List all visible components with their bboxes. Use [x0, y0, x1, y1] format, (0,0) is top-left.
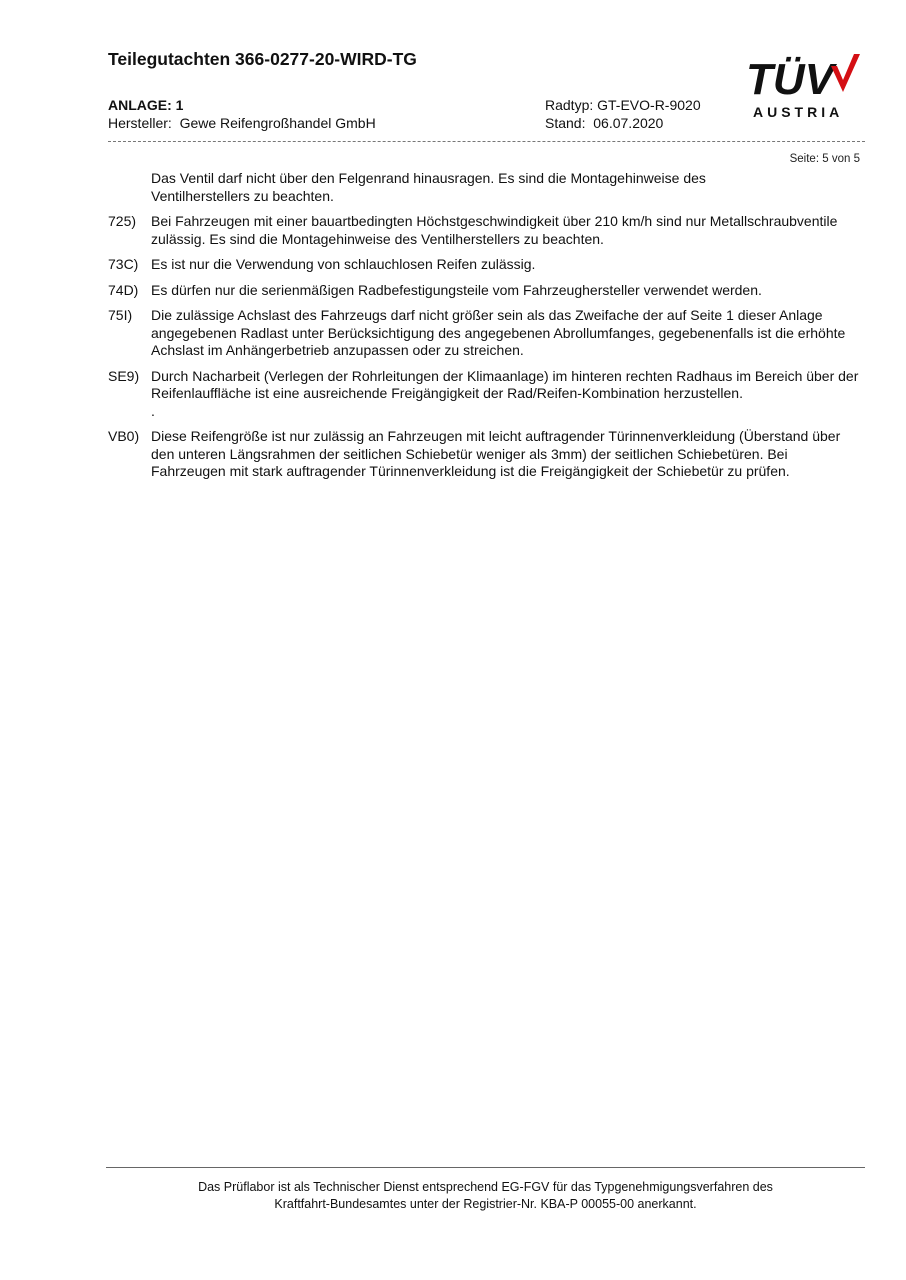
note-item	[108, 428, 863, 481]
note-text: Es dürfen nur die serienmäßigen Radbefestigungsteile vom Fahrzeughersteller verwendet werden.	[151, 281, 762, 298]
radtyp-value: GT-EVO-R-9020	[597, 97, 701, 113]
note-text-block	[151, 368, 863, 421]
footer-line-1: Das Prüflabor ist als Technischer Dienst entsprechend EG-FGV für das Typgenehmigungsverfahren des	[198, 1180, 773, 1194]
austria-label: AUSTRIA	[753, 104, 844, 120]
note-code: 75I)	[108, 307, 133, 323]
note-text: Es ist nur die Verwendung von schlauchlosen Reifen zulässig.	[151, 256, 536, 272]
hersteller-label: Hersteller:	[108, 115, 172, 131]
hersteller-line	[108, 115, 376, 131]
note-trailing-dot: .	[151, 402, 155, 419]
document-title: Teilegutachten 366-0277-20-WIRD-TG	[108, 49, 417, 69]
note-code: 73C)	[108, 256, 139, 272]
hersteller-value: Gewe Reifengroßhandel GmbH	[179, 115, 376, 131]
page-seite-label: Seite:	[789, 153, 820, 165]
tuv-logo-mark	[746, 54, 860, 104]
note-code: SE9)	[108, 367, 140, 384]
footer-line-2: Kraftfahrt-Bundesamtes unter der Registrier-Nr. KBA-P 00055-00 anerkannt.	[274, 1197, 697, 1211]
note-text: Durch Nacharbeit (Verlegen der Rohrleitungen der Klimaanlage) im hinteren rechten Radhaus im Bereich über der Reifenlauffläche ist eine ausreichende Freigängigkeit der Rad/Reifen-Kombination herzustellen.	[151, 367, 859, 401]
page-current: 5	[822, 153, 829, 165]
anlage-line	[108, 97, 183, 113]
note-item	[108, 256, 863, 274]
tuv-wordmark: TÜV	[746, 55, 834, 104]
note-text: Bei Fahrzeugen mit einer bauartbedingten Höchstgeschwindigkeit über 210 km/h sind nur Metallschraubventile zulässig. Es sind die Montagehinweise des Ventilherstellers zu beachten.	[151, 213, 838, 247]
header-separator	[108, 141, 865, 142]
notes-content	[108, 170, 863, 481]
note-item	[108, 368, 863, 421]
note-item	[108, 213, 863, 248]
checkmark-icon	[831, 54, 860, 92]
radtyp-line	[545, 97, 701, 113]
anlage-label: ANLAGE:	[108, 97, 172, 113]
page-von-label: von	[831, 153, 851, 165]
footer	[106, 1179, 865, 1213]
stand-line	[545, 115, 663, 131]
stand-value: 06.07.2020	[593, 115, 664, 131]
note-code: 74D)	[108, 281, 139, 298]
stand-label: Stand:	[545, 115, 586, 131]
anlage-value: 1	[175, 97, 184, 113]
note-item	[108, 282, 863, 300]
note-text: Die zulässige Achslast des Fahrzeugs darf nicht größer sein als das Zweifache der auf Seite 1 dieser Anlage angegebenen Radlast unter Berücksichtigung des angegebenen Abrollumfanges, gegebenenfalls ist die erhöhte Achslast im Anhängerbetrieb anzupassen oder zu streichen.	[151, 307, 846, 358]
intro-paragraph: Das Ventil darf nicht über den Felgenrand hinausragen. Es sind die Montagehinweise des Ventilherstellers zu beachten.	[151, 170, 706, 204]
note-code: 725)	[108, 213, 137, 229]
footer-separator	[106, 1167, 865, 1168]
page-total: 5	[853, 153, 860, 165]
note-item	[108, 307, 863, 360]
note-code: VB0)	[108, 428, 140, 444]
note-text: Diese Reifengröße ist nur zulässig an Fahrzeugen mit leicht auftragender Türinnenverkleidung (Überstand über den unteren Längsrahmen der seitlichen Schiebetür weniger als 3mm) der seitlichen Schiebetüren. Bei Fahrzeugen mit stark auftragender Türinnenverkleidung ist die Freigängigkeit der Schiebetür zu prüfen.	[151, 428, 841, 479]
radtyp-label: Radtyp:	[545, 97, 594, 113]
tuv-austria-logo	[745, 52, 863, 122]
page-number	[790, 153, 860, 165]
